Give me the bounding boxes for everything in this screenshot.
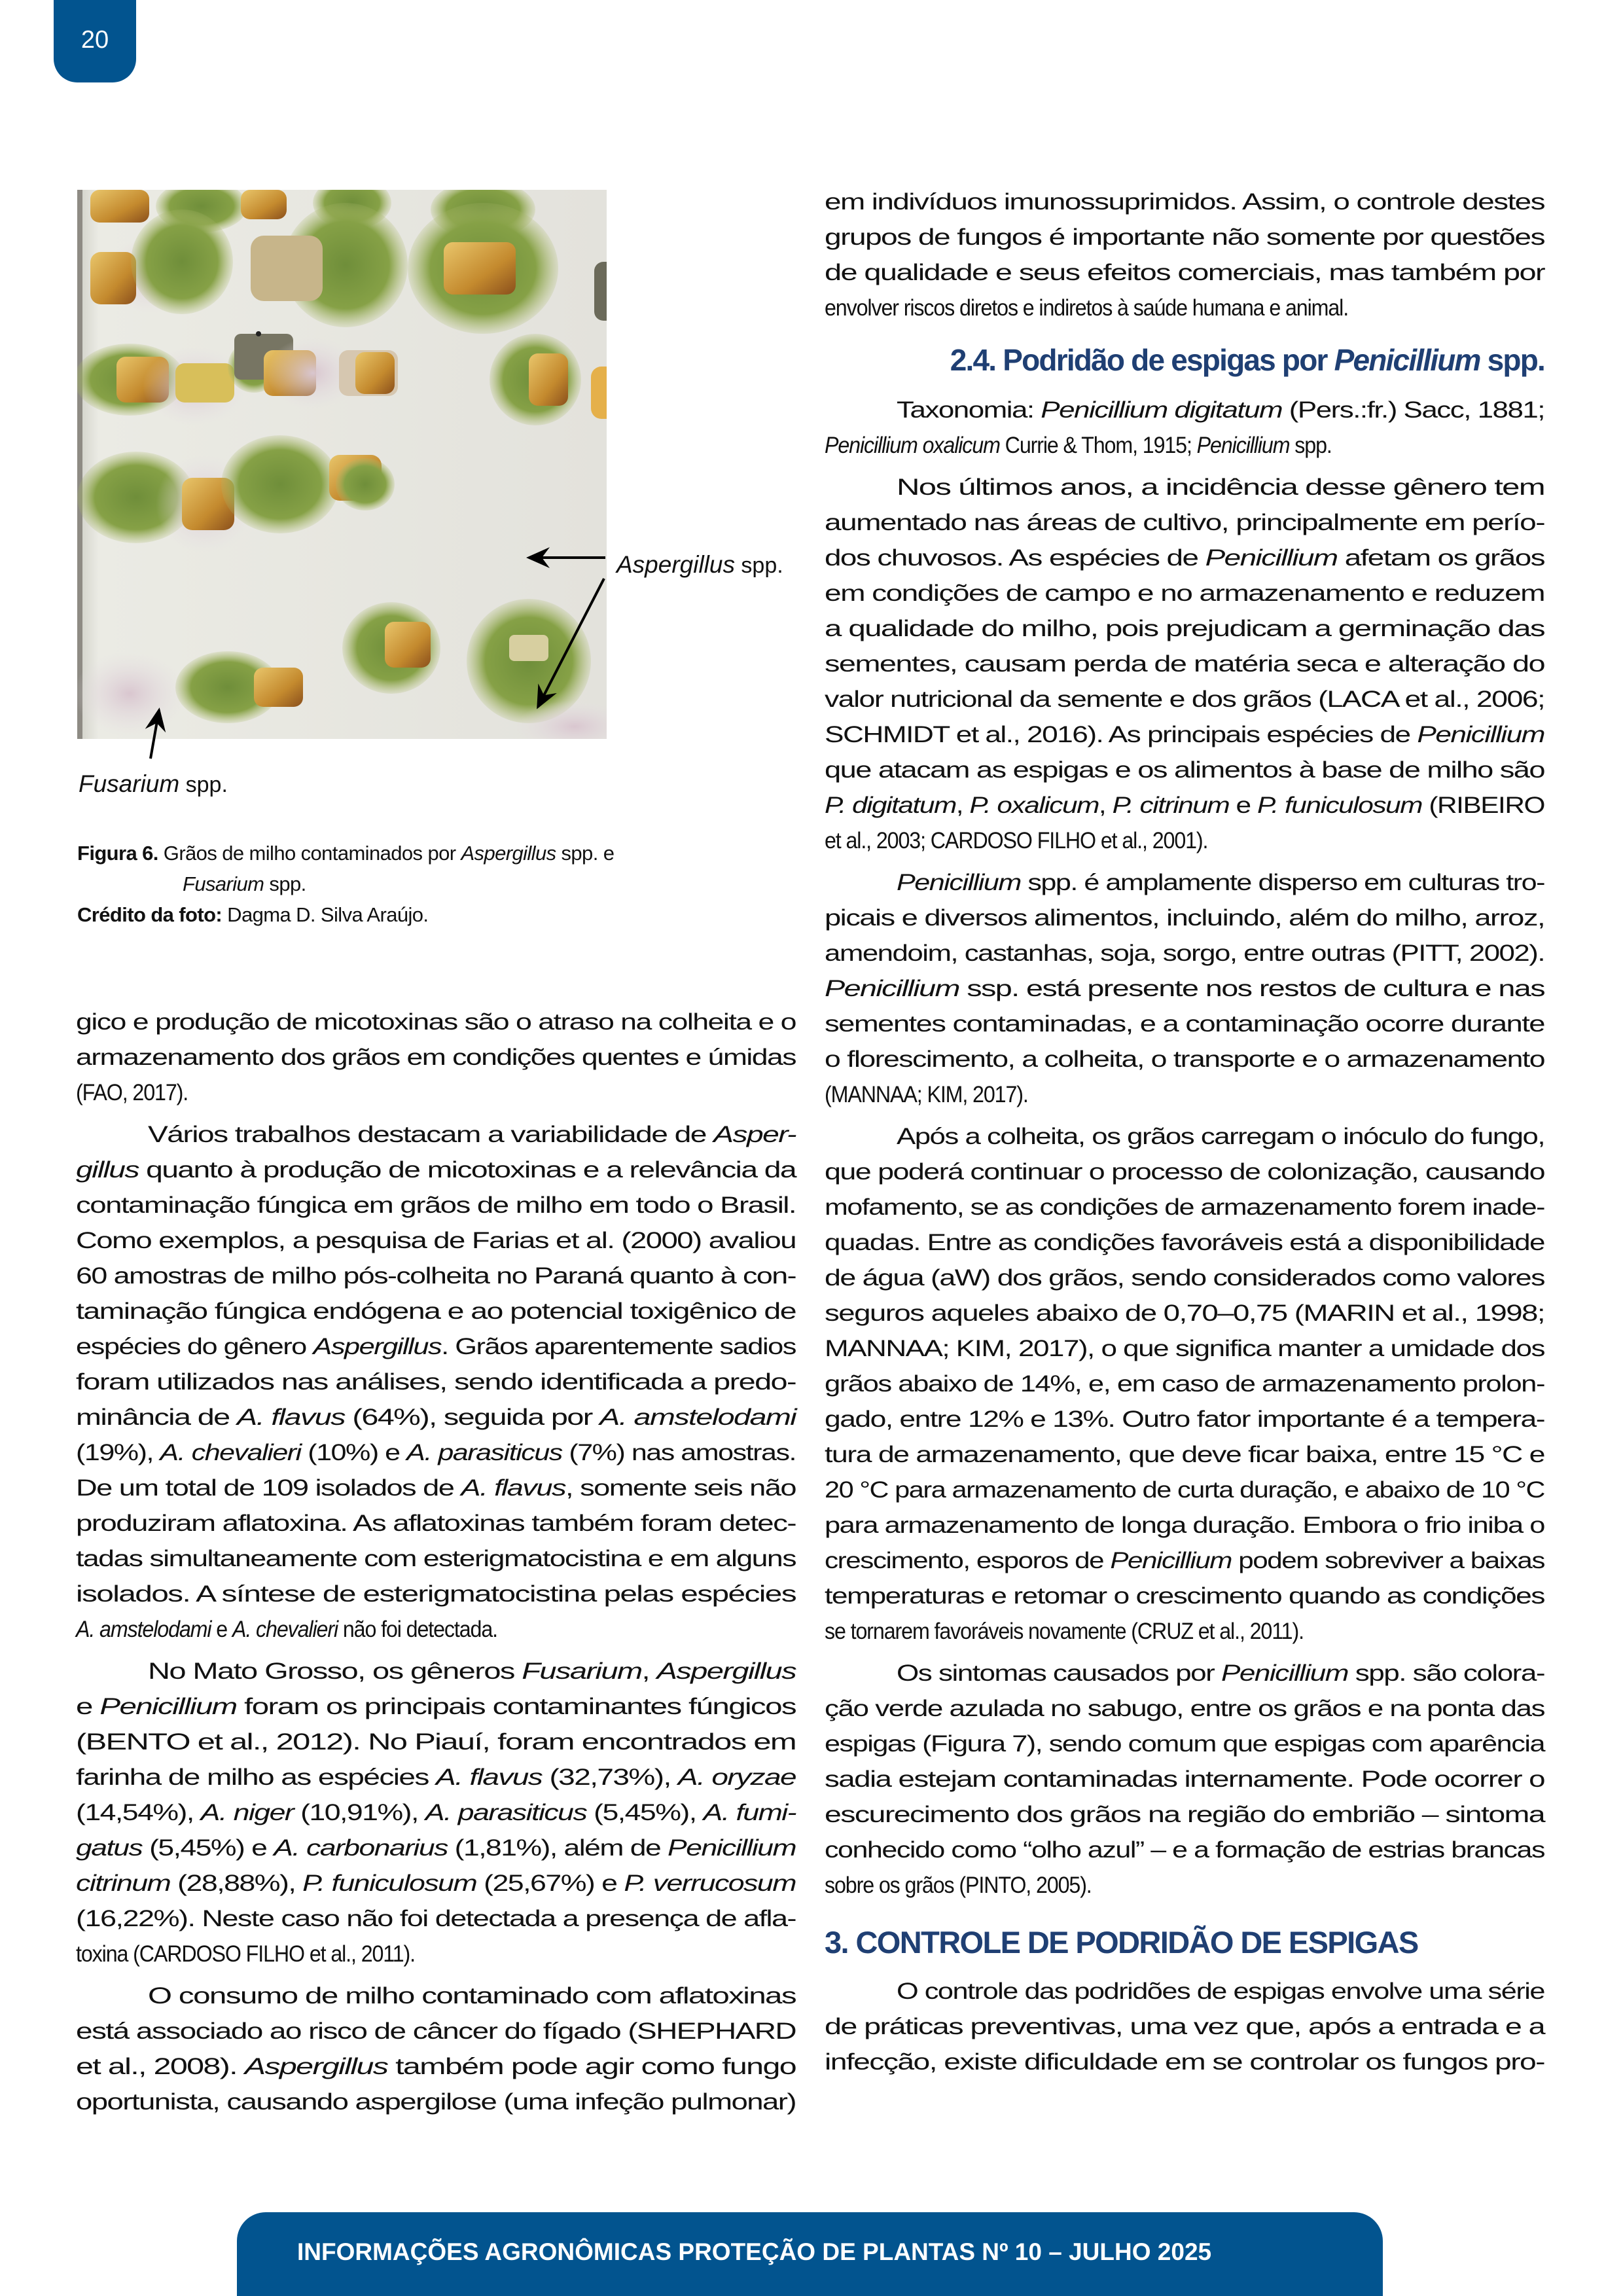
- text-line: que poderá continuar o processo de colonização, causando: [825, 1159, 1544, 1185]
- text-line: O consumo de milho contaminado com aflatoxinas: [148, 1983, 796, 2009]
- text-line: MANNAA; KIM, 2017), o que significa manter a umidade dos: [825, 1336, 1544, 1361]
- text-line: valor nutricional da semente e dos grãos (LACA et al., 2006;: [825, 687, 1544, 712]
- right-column-text: [825, 185, 1544, 2087]
- text-line: se tornarem favoráveis novamente (CRUZ et al., 2011).: [825, 1619, 1304, 1644]
- text-line: Penicillium ssp. está presente nos restos de cultura e nas: [825, 976, 1544, 1001]
- paragraph: [825, 865, 1544, 1113]
- text-line: (19%), A. chevalieri (10%) e A. parasiticus (7%) nas amostras.: [76, 1440, 796, 1465]
- text-line: sementes, causam perda de matéria seca e alteração do: [825, 651, 1544, 677]
- text-line: seguros aqueles abaixo de 0,70–0,75 (MARIN et al., 1998;: [825, 1300, 1544, 1326]
- text-line: (MANNAA; KIM, 2017).: [825, 1082, 1028, 1107]
- text-line: Após a colheita, os grãos carregam o inóculo do fungo,: [897, 1124, 1544, 1149]
- text-line: espigas (Figura 7), sendo comum que espigas com aparência: [825, 1731, 1544, 1757]
- text-line: está associado ao risco de câncer do fígado (SHEPHARD: [76, 2018, 796, 2044]
- left-column-text: [76, 1005, 796, 2126]
- paragraph: [825, 393, 1544, 463]
- paragraph: [825, 1119, 1544, 1649]
- text-line: P. digitatum, P. oxalicum, P. citrinum e P. funiculosum (RIBEIRO: [825, 793, 1544, 818]
- photo-credit: Crédito da foto: Dagma D. Silva Araújo.: [77, 903, 429, 926]
- text-line: infecção, existe dificuldade em se controlar os fungos pro-: [825, 2049, 1544, 2075]
- text-line: grãos abaixo de 14%, e, em caso de armazenamento prolon-: [825, 1371, 1544, 1397]
- text-line: que atacam as espigas e os alimentos à base de milho são: [825, 757, 1544, 783]
- text-line: (16,22%). Neste caso não foi detectada a presença de afla-: [76, 1906, 796, 1931]
- text-line: oportunista, causando aspergilose (uma infeção pulmonar): [76, 2089, 796, 2115]
- text-line: gado, entre 12% e 13%. Outro fator importante é a tempera-: [825, 1407, 1544, 1432]
- page-number: 20: [80, 26, 109, 54]
- text-line: conhecido como “olho azul” – e a formação de estrias brancas: [825, 1837, 1544, 1863]
- text-line: A. amstelodami e A. chevalieri não foi detectada.: [76, 1617, 497, 1642]
- text-line: SCHMIDT et al., 2016). As principais espécies de Penicillium: [825, 722, 1544, 747]
- text-line: toxina (CARDOSO FILHO et al., 2011).: [76, 1941, 415, 1967]
- text-line: de práticas preventivas, uma vez que, após a entrada e a: [825, 2014, 1544, 2039]
- text-line: gillus quanto à produção de micotoxinas e a relevância da: [76, 1157, 796, 1183]
- paragraph: [825, 470, 1544, 859]
- text-line: aumentado nas áreas de cultivo, principalmente em perío-: [825, 510, 1544, 535]
- text-line: minância de A. flavus (64%), seguida por A. amstelodami: [76, 1405, 796, 1430]
- text-line: quadas. Entre as condições favoráveis está a disponibilidade: [825, 1230, 1544, 1255]
- text-line: produziram aflatoxina. As aflatoxinas também foram detec-: [76, 1511, 796, 1536]
- text-line: taminação fúngica endógena e ao potencial toxigênico de: [76, 1299, 796, 1324]
- text-line: Nos últimos anos, a incidência desse gênero tem: [897, 475, 1544, 500]
- text-line: No Mato Grosso, os gêneros Fusarium, Aspergillus: [148, 1659, 796, 1684]
- text-line: Os sintomas causados por Penicillium spp. são colora-: [897, 1660, 1544, 1686]
- text-line: grupos de fungos é importante não somente por questões: [825, 224, 1544, 250]
- paragraph: [76, 1005, 796, 1111]
- label-fusarium: [79, 770, 228, 798]
- text-line: et al., 2003; CARDOSO FILHO et al., 2001).: [825, 828, 1208, 853]
- text-line: (FAO, 2017).: [76, 1080, 188, 1105]
- paragraph: [825, 185, 1544, 326]
- text-line: amendoim, castanhas, soja, sorgo, entre outras (PITT, 2002).: [825, 941, 1544, 966]
- text-line: temperaturas e retomar o crescimento quando as condições: [825, 1583, 1544, 1609]
- text-line: 60 amostras de milho pós-colheita no Paraná quanto à con-: [76, 1263, 796, 1289]
- section-heading-2-4: 2.4. Podridão de espigas por Penicillium spp.: [950, 343, 1544, 377]
- label-aspergillus-spp: spp.: [734, 553, 783, 578]
- text-line: et al., 2008). Aspergillus também pode agir como fungo: [76, 2054, 796, 2079]
- text-line: armazenamento dos grãos em condições quentes e úmidas: [76, 1045, 796, 1070]
- text-line: Como exemplos, a pesquisa de Farias et al. (2000) avaliou: [76, 1228, 796, 1253]
- text-line: sementes contaminadas, e a contaminação ocorre durante: [825, 1011, 1544, 1037]
- label-fusarium-genus: Fusarium: [79, 770, 180, 797]
- text-line: isolados. A síntese de esterigmatocistina pelas espécies: [76, 1581, 796, 1607]
- text-line: sadia estejam contaminadas internamente. Pode ocorrer o: [825, 1767, 1544, 1792]
- page-number-tab: [54, 0, 136, 82]
- text-line: gico e produção de micotoxinas são o atraso na colheita e o: [76, 1009, 796, 1035]
- text-line: dos chuvosos. As espécies de Penicillium afetam os grãos: [825, 545, 1544, 571]
- text-line: ção verde azulada no sabugo, entre os grãos e na ponta das: [825, 1696, 1544, 1721]
- paragraph: [825, 1656, 1544, 1903]
- footer-publication-title: INFORMAÇÕES AGRONÔMICAS PROTEÇÃO DE PLANTAS Nº 10 – JULHO 2025: [297, 2238, 1212, 2265]
- section-heading-3: 3. CONTROLE DE PODRIDÃO DE ESPIGAS: [825, 1925, 1418, 1960]
- caption-line-2: Fusarium spp.: [183, 872, 306, 895]
- text-line: 20 °C para armazenamento de curta duração, e abaixo de 10 °C: [825, 1477, 1544, 1503]
- text-line: o florescimento, a colheita, o transporte e o armazenamento: [825, 1047, 1544, 1072]
- text-line: De um total de 109 isolados de A. flavus, somente seis não: [76, 1475, 796, 1501]
- text-line: gatus (5,45%) e A. carbonarius (1,81%), além de Penicillium: [76, 1835, 796, 1861]
- paragraph: [825, 1974, 1544, 2080]
- text-line: em condições de campo e no armazenamento e reduzem: [825, 581, 1544, 606]
- text-line: sobre os grãos (PINTO, 2005).: [825, 1873, 1092, 1898]
- text-line: Penicillium spp. é amplamente disperso em culturas tro-: [897, 870, 1544, 895]
- text-line: O controle das podridões de espigas envolve uma série: [897, 1979, 1544, 2004]
- text-line: picais e diversos alimentos, incluindo, além do milho, arroz,: [825, 905, 1544, 931]
- text-line: de água (aW) dos grãos, sendo considerados como valores: [825, 1265, 1544, 1291]
- text-line: Taxonomia: Penicillium digitatum (Pers.:fr.) Sacc, 1881;: [897, 397, 1544, 423]
- figure-caption: [77, 838, 797, 930]
- text-line: citrinum (28,88%), P. funiculosum (25,67%) e P. verrucosum: [76, 1871, 796, 1896]
- text-line: tura de armazenamento, que deve ficar baixa, entre 15 °C e: [825, 1442, 1544, 1467]
- text-line: foram utilizados nas análises, sendo identificada a predo-: [76, 1369, 796, 1395]
- text-line: de qualidade e seus efeitos comerciais, mas também por: [825, 260, 1544, 285]
- text-line: a qualidade do milho, pois prejudicam a germinação das: [825, 616, 1544, 641]
- text-line: envolver riscos diretos e indiretos à saúde humana e animal.: [825, 295, 1349, 321]
- text-line: e Penicillium foram os principais contaminantes fúngicos: [76, 1694, 796, 1719]
- figure-6-photo: [77, 190, 607, 739]
- text-line: Penicillium oxalicum Currie & Thom, 1915; Penicillium spp.: [825, 433, 1332, 458]
- paragraph: [76, 1117, 796, 1647]
- label-aspergillus: [616, 551, 783, 579]
- text-line: mofamento, se as condições de armazenamento forem inade-: [825, 1194, 1544, 1220]
- text-line: escurecimento dos grãos na região do embrião – sintoma: [825, 1802, 1544, 1827]
- text-line: crescimento, esporos de Penicillium podem sobreviver a baixas: [825, 1548, 1544, 1573]
- text-line: Vários trabalhos destacam a variabilidade de Asper-: [148, 1122, 796, 1147]
- label-fusarium-spp: spp.: [179, 772, 228, 797]
- text-line: em indivíduos imunossuprimidos. Assim, o controle destes: [825, 189, 1544, 215]
- label-aspergillus-genus: Aspergillus: [616, 551, 735, 578]
- caption-line-1: Figura 6. Grãos de milho contaminados por Aspergillus spp. e: [77, 842, 615, 865]
- text-line: (BENTO et al., 2012). No Piauí, foram encontrados em: [76, 1729, 796, 1755]
- text-line: contaminação fúngica em grãos de milho em todo o Brasil.: [76, 1193, 796, 1218]
- text-line: farinha de milho as espécies A. flavus (32,73%), A. oryzae: [76, 1765, 796, 1790]
- intro-paragraph: [825, 185, 1544, 326]
- corn-kernels-image: [77, 190, 607, 739]
- section-3-body: [825, 1974, 1544, 2080]
- text-line: para armazenamento de longa duração. Embora o frio iniba o: [825, 1513, 1544, 1538]
- footer-banner: [237, 2212, 1383, 2296]
- paragraph: [76, 1979, 796, 2120]
- section-2-4-body: [825, 393, 1544, 1903]
- paragraph: [76, 1654, 796, 1972]
- text-line: tadas simultaneamente com esterigmatocistina e em alguns: [76, 1546, 796, 1571]
- text-line: espécies do gênero Aspergillus. Grãos aparentemente sadios: [76, 1334, 796, 1359]
- text-line: (14,54%), A. niger (10,91%), A. parasiticus (5,45%), A. fumi-: [76, 1800, 796, 1825]
